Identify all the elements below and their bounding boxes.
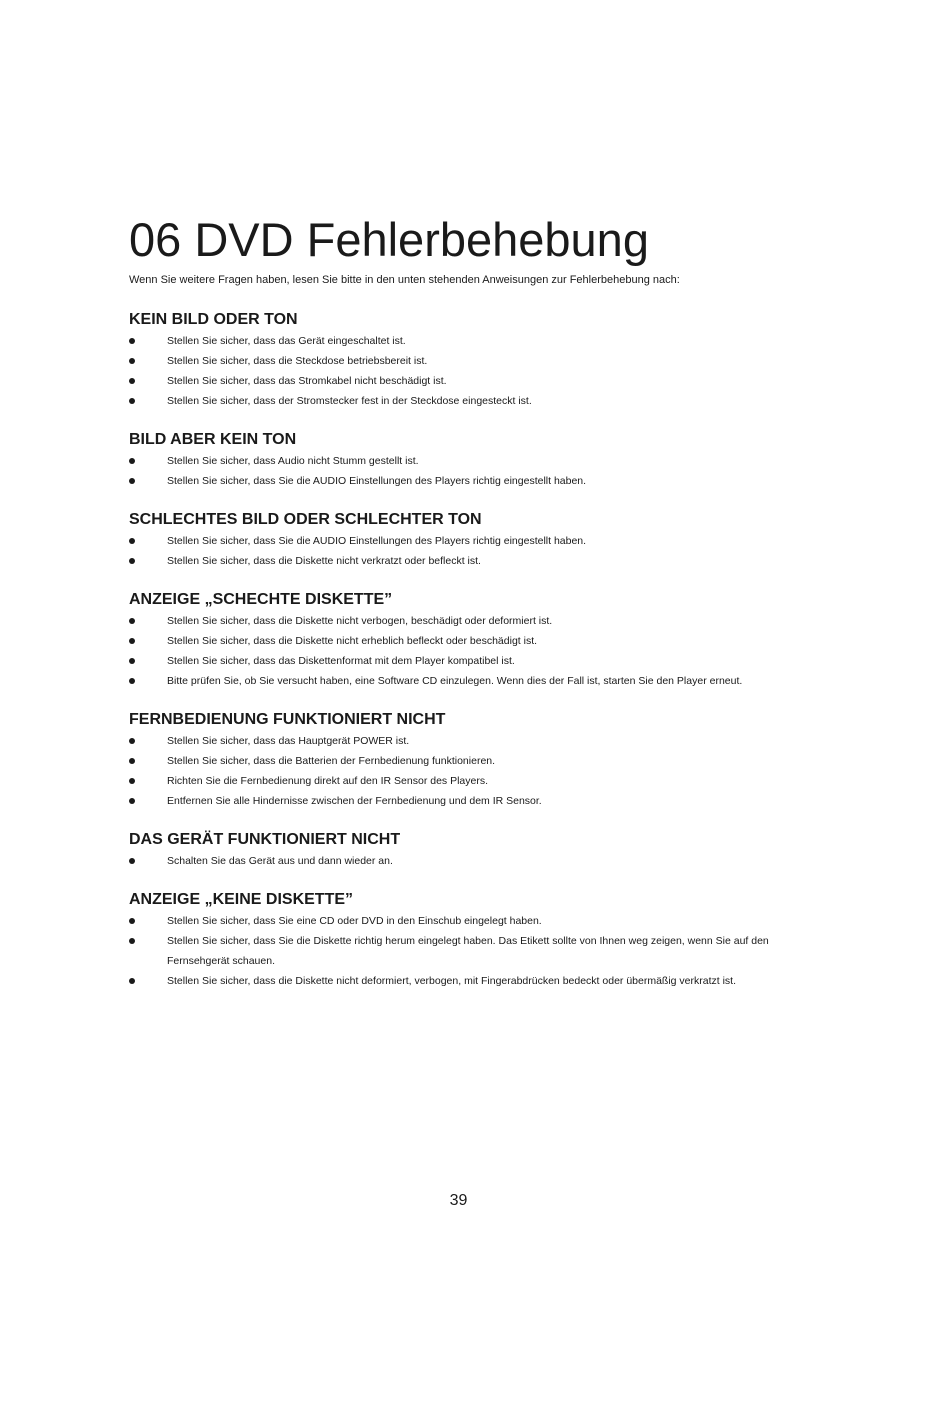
list-item-text: Stellen Sie sicher, dass der Stromstecker fest in der Steckdose eingesteckt ist. <box>167 395 532 407</box>
list-item-text: Entfernen Sie alle Hindernisse zwischen der Fernbedienung und dem IR Sensor. <box>167 795 542 807</box>
bullet-icon <box>129 458 135 464</box>
section-heading: BILD ABER KEIN TON <box>129 431 297 448</box>
section-remote-not-working <box>129 709 809 811</box>
bullet-icon <box>129 378 135 384</box>
bullet-icon <box>129 858 135 864</box>
bullet-icon <box>129 538 135 544</box>
section-no-disc-display <box>129 889 809 991</box>
bullet-list <box>129 851 809 871</box>
bullet-icon <box>129 658 135 664</box>
list-item <box>129 671 809 691</box>
list-item-text: Stellen Sie sicher, dass die Diskette nicht verkratzt oder befleckt ist. <box>167 555 481 567</box>
list-item-text: Stellen Sie sicher, dass die Batterien der Fernbedienung funktionieren. <box>167 755 496 767</box>
bullet-icon <box>129 358 135 364</box>
bullet-icon <box>129 978 135 984</box>
bullet-icon <box>129 338 135 344</box>
list-item-text: Stellen Sie sicher, dass das Stromkabel nicht beschädigt ist. <box>167 375 447 387</box>
bullet-icon <box>129 638 135 644</box>
list-item <box>129 391 809 411</box>
bullet-list <box>129 531 809 571</box>
list-item <box>129 931 809 971</box>
list-item-text: Stellen Sie sicher, dass das Diskettenformat mit dem Player kompatibel ist. <box>167 655 515 667</box>
list-item <box>129 551 809 571</box>
bullet-list <box>129 331 809 411</box>
list-item-text: Stellen Sie sicher, dass die Diskette nicht deformiert, verbogen, mit Fingerabdrücken bedeckt oder übermäßig verkratzt ist. <box>167 975 737 987</box>
list-item-text: Stellen Sie sicher, dass das Hauptgerät POWER ist. <box>167 735 410 747</box>
list-item <box>129 351 809 371</box>
bullet-icon <box>129 618 135 624</box>
list-item <box>129 331 809 351</box>
page-number: 39 <box>449 1192 468 1209</box>
section-device-not-working <box>129 829 809 871</box>
list-item <box>129 971 809 991</box>
bullet-icon <box>129 678 135 684</box>
bullet-icon <box>129 918 135 924</box>
list-item-text: Stellen Sie sicher, dass die Steckdose betriebsbereit ist. <box>167 355 428 367</box>
bullet-icon <box>129 558 135 564</box>
section-heading: FERNBEDIENUNG FUNKTIONIERT NICHT <box>129 711 446 728</box>
section-heading: ANZEIGE „KEINE DISKETTE” <box>129 891 354 908</box>
bullet-list <box>129 911 809 991</box>
bullet-icon <box>129 398 135 404</box>
list-item <box>129 531 809 551</box>
list-item-text: Stellen Sie sicher, dass Sie die Diskette richtig herum eingelegt haben. Das Etikett sollte von Ihnen weg zeigen, wenn Sie auf den Fernsehgerät schauen. <box>167 935 769 967</box>
list-item-text: Stellen Sie sicher, dass Sie die AUDIO Einstellungen des Players richtig eingestellt haben. <box>167 475 587 487</box>
list-item <box>129 651 809 671</box>
section-heading: KEIN BILD ODER TON <box>129 311 298 328</box>
section-heading: DAS GERÄT FUNKTIONIERT NICHT <box>129 831 401 848</box>
list-item <box>129 771 809 791</box>
intro-text: Wenn Sie weitere Fragen haben, lesen Sie bitte in den unten stehenden Anweisungen zur Fehlerbehebung nach: <box>129 274 680 286</box>
list-item-text: Bitte prüfen Sie, ob Sie versucht haben, eine Software CD einzulegen. Wenn dies der Fall ist, starten Sie den Player erneut. <box>167 675 743 687</box>
list-item <box>129 791 809 811</box>
bullet-icon <box>129 938 135 944</box>
bullet-icon <box>129 758 135 764</box>
section-heading: SCHLECHTES BILD ODER SCHLECHTER TON <box>129 511 482 528</box>
bullet-icon <box>129 738 135 744</box>
list-item-text: Stellen Sie sicher, dass Sie eine CD oder DVD in den Einschub eingelegt haben. <box>167 915 542 927</box>
list-item <box>129 631 809 651</box>
list-item <box>129 371 809 391</box>
section-bad-picture-bad-sound <box>129 509 809 571</box>
bullet-list <box>129 451 809 491</box>
list-item <box>129 851 809 871</box>
list-item-text: Stellen Sie sicher, dass Audio nicht Stumm gestellt ist. <box>167 455 419 467</box>
section-heading: ANZEIGE „SCHECHTE DISKETTE” <box>129 591 393 608</box>
list-item-text: Richten Sie die Fernbedienung direkt auf den IR Sensor des Players. <box>167 775 489 787</box>
list-item-text: Stellen Sie sicher, dass die Diskette nicht verbogen, beschädigt oder deformiert ist. <box>167 615 553 627</box>
list-item <box>129 751 809 771</box>
list-item-text: Stellen Sie sicher, dass Sie die AUDIO Einstellungen des Players richtig eingestellt haben. <box>167 535 587 547</box>
list-item <box>129 611 809 631</box>
list-item-text: Schalten Sie das Gerät aus und dann wieder an. <box>167 855 393 867</box>
section-picture-no-sound <box>129 429 809 491</box>
list-item <box>129 451 809 471</box>
troubleshooting-content <box>129 309 809 1009</box>
list-item-text: Stellen Sie sicher, dass das Gerät eingeschaltet ist. <box>167 335 406 347</box>
list-item <box>129 911 809 931</box>
list-item-text: Stellen Sie sicher, dass die Diskette nicht erheblich befleckt oder beschädigt ist. <box>167 635 538 647</box>
bullet-icon <box>129 778 135 784</box>
section-no-picture-no-sound <box>129 309 809 411</box>
page-title: 06 DVD Fehlerbehebung <box>129 213 649 266</box>
section-bad-disc-display <box>129 589 809 691</box>
list-item <box>129 731 809 751</box>
list-item <box>129 471 809 491</box>
bullet-list <box>129 731 809 811</box>
bullet-icon <box>129 798 135 804</box>
bullet-icon <box>129 478 135 484</box>
bullet-list <box>129 611 809 691</box>
